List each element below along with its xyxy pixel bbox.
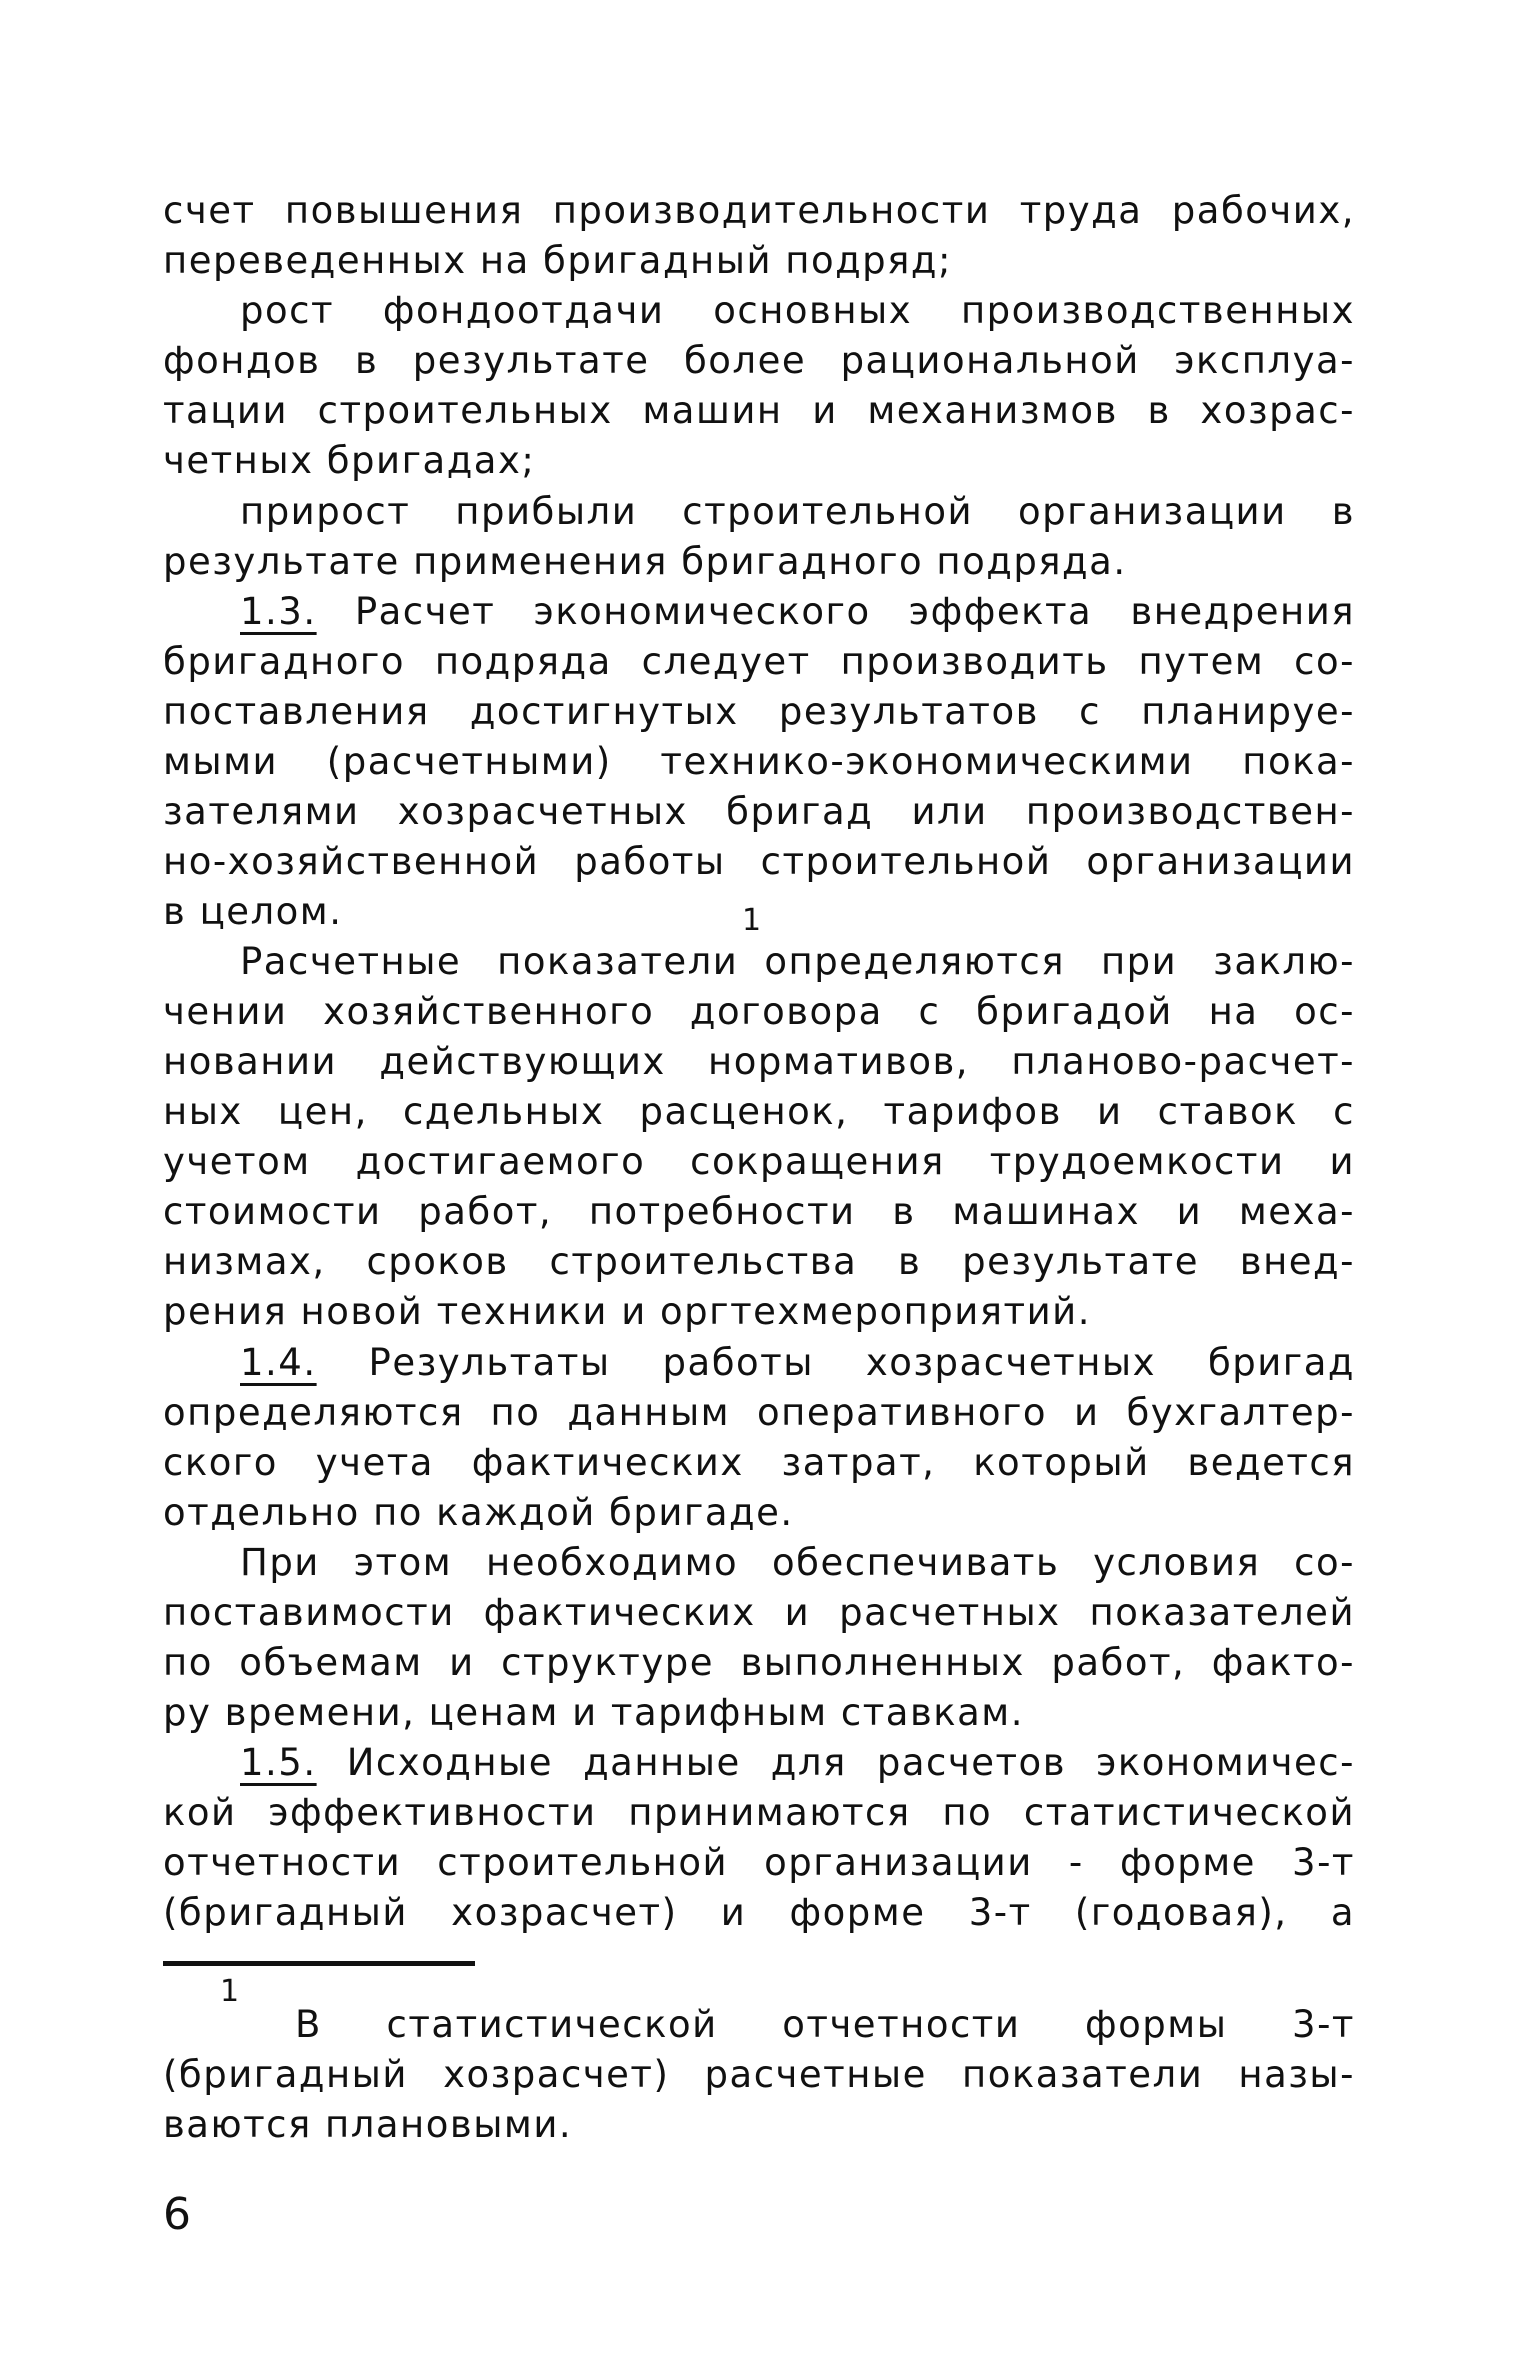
text-fragment: Расчетные показатели bbox=[240, 940, 739, 983]
text-line: рост фондоотдачи основных производственных bbox=[240, 289, 1355, 332]
footnote-line: В статистической отчетности формы 3-т bbox=[295, 2003, 1355, 2046]
text-line: учетом достигаемого сокращения трудоемкости и bbox=[163, 1140, 1355, 1183]
text-line: Результаты работы хозрасчетных бригад bbox=[368, 1341, 1355, 1384]
text-line: отдельно по каждой бригаде. bbox=[163, 1491, 794, 1534]
text-line: Расчет экономического эффекта внедрения bbox=[354, 590, 1355, 633]
text-line: поставимости фактических и расчетных показателей bbox=[163, 1591, 1355, 1634]
text-line: счет повышения производительности труда рабочих, bbox=[163, 189, 1355, 232]
text-line-with-footnote-ref bbox=[240, 937, 1355, 987]
text-line: ных цен, сдельных расценок, тарифов и ставок с bbox=[163, 1090, 1355, 1133]
text-line: При этом необходимо обеспечивать условия со- bbox=[240, 1541, 1355, 1584]
text-line: четных бригадах; bbox=[163, 439, 536, 482]
text-line: определяются по данным оперативного и бухгалтер- bbox=[163, 1391, 1355, 1434]
footnote-reference: 1 bbox=[742, 903, 762, 938]
footnote-rule bbox=[163, 1961, 475, 1966]
text-line: ру времени, ценам и тарифным ставкам. bbox=[163, 1691, 1024, 1734]
text-line: поставления достигнутых результатов с планируе- bbox=[163, 690, 1355, 733]
text-line: в целом. bbox=[163, 890, 343, 933]
page-number: 6 bbox=[163, 2189, 191, 2240]
text-line: низмах, сроков строительства в результате внед- bbox=[163, 1240, 1355, 1283]
section-paragraph-start bbox=[240, 587, 1355, 637]
text-line: (бригадный хозрасчет) и форме 3-т (годовая), а bbox=[163, 1891, 1355, 1934]
text-line: рения новой техники и оргтехмероприятий. bbox=[163, 1290, 1091, 1333]
section-paragraph-start bbox=[240, 1738, 1355, 1788]
section-number: 1.4. bbox=[240, 1341, 317, 1384]
text-line: переведенных на бригадный подряд; bbox=[163, 239, 952, 282]
text-line: мыми (расчетными) технико-экономическими пока- bbox=[163, 740, 1355, 783]
footnote-line: ваются плановыми. bbox=[163, 2103, 573, 2146]
text-line: отчетности строительной организации - форме 3-т bbox=[163, 1841, 1355, 1884]
text-line: стоимости работ, потребности в машинах и меха- bbox=[163, 1190, 1355, 1233]
text-line: новании действующих нормативов, планово-расчет- bbox=[163, 1040, 1355, 1083]
footnote-marker: 1 bbox=[220, 1974, 240, 2009]
text-line: но-хозяйственной работы строительной организации bbox=[163, 840, 1355, 883]
text-line: тации строительных машин и механизмов в хозрас- bbox=[163, 389, 1355, 432]
section-number: 1.5. bbox=[240, 1741, 317, 1784]
section-paragraph-start bbox=[240, 1338, 1355, 1388]
section-number: 1.3. bbox=[240, 590, 317, 633]
text-line: кой эффективности принимаются по статистической bbox=[163, 1791, 1355, 1834]
text-line: зателями хозрасчетных бригад или производствен- bbox=[163, 790, 1355, 833]
text-line: прирост прибыли строительной организации в bbox=[240, 490, 1355, 533]
footnote-line: (бригадный хозрасчет) расчетные показатели назы- bbox=[163, 2053, 1355, 2096]
text-line: результате применения бригадного подряда. bbox=[163, 540, 1127, 583]
text-line: чении хозяйственного договора с бригадой на ос- bbox=[163, 990, 1355, 1033]
text-line: фондов в результате более рациональной эксплуа- bbox=[163, 339, 1355, 382]
text-fragment: определяются при заклю- bbox=[764, 940, 1355, 983]
text-line: по объемам и структуре выполненных работ, факто- bbox=[163, 1641, 1355, 1684]
text-line: Исходные данные для расчетов экономичес- bbox=[346, 1741, 1355, 1784]
text-line: ского учета фактических затрат, который ведется bbox=[163, 1441, 1355, 1484]
text-line: бригадного подряда следует производить путем со- bbox=[163, 640, 1355, 683]
